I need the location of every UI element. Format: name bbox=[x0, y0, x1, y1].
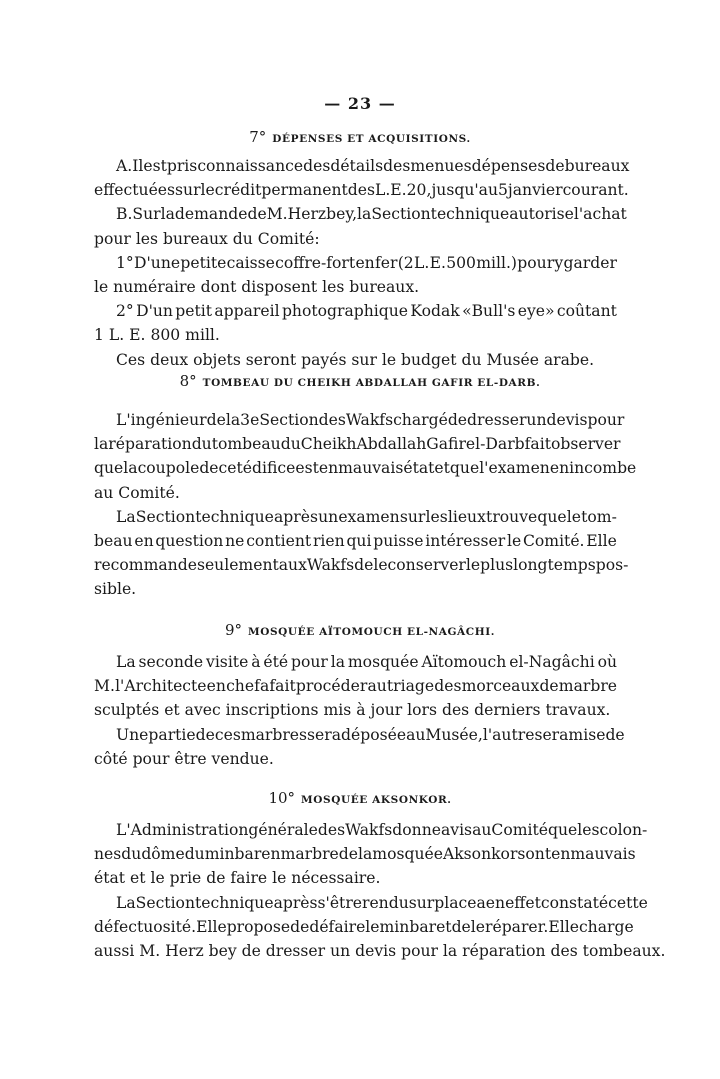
text-line: nes du dôme du minbar en marbre de la mosquée Aksonkor sont en mauvais bbox=[94, 845, 636, 864]
text-line: état et le prie de faire le nécessaire. bbox=[94, 869, 381, 888]
text-line: recommande seulement aux Wakfs de le conserver le plus longtemps pos- bbox=[94, 556, 629, 575]
section-body-10 bbox=[94, 818, 666, 963]
text-line: aussi M. Herz bey de dresser un devis pour la réparation des tombeaux. bbox=[94, 941, 666, 960]
text-line: A. Il est pris connaissance des détails des menues dépenses de bureaux bbox=[116, 157, 630, 175]
section-number: 9° bbox=[224, 621, 242, 639]
section-title: DÉPENSES ET ACQUISITIONS. bbox=[272, 133, 471, 145]
text-line: L'ingénieur de la 3e Section des Wakfs chargé de dresser un devis pour bbox=[116, 411, 625, 429]
text-line: sculptés et avec inscriptions mis à jour lors des derniers travaux. bbox=[94, 701, 611, 720]
text-line: La Section technique après s'être rendu sur place a en effet constaté cette bbox=[116, 893, 648, 912]
text-line: défectuosité. Elle propose de défaire le minbar et de le réparer. Elle charge bbox=[94, 917, 634, 936]
text-line: B. Sur la demande de M. Herz bey, la Section technique autorise l'achat bbox=[116, 205, 627, 224]
section-heading-8 bbox=[0, 372, 720, 392]
text-line: effectuées sur le crédit permanent des L. E. 20, jusqu'au 5 janvier courant. bbox=[94, 181, 629, 200]
text-line: sible. bbox=[94, 580, 137, 599]
section-number: 7° bbox=[249, 128, 267, 146]
text-line: Ces deux objets seront payés sur le budget du Musée arabe. bbox=[116, 350, 595, 369]
section-number: 8° bbox=[179, 372, 197, 390]
text-line: 2° D'un petit appareil photographique Kodak «Bull's eye» coûtant bbox=[116, 302, 617, 321]
text-line: Une partie de ces marbres sera déposée au Musée, l'autre sera mise de bbox=[116, 725, 625, 744]
section-title: MOSQUÉE AKSONKOR. bbox=[301, 794, 452, 806]
text-line: La Section technique après un examen sur les lieux trouve que le tom- bbox=[116, 507, 617, 526]
section-heading-7 bbox=[0, 128, 720, 148]
text-line: pour les bureaux du Comité: bbox=[94, 229, 320, 248]
text-line: M. l'Architecte en chef a fait procéder au triage des morceaux de marbre bbox=[94, 677, 617, 696]
section-body-8 bbox=[94, 408, 637, 602]
page-number: — 23 — bbox=[324, 94, 396, 113]
text-line: 1° D'une petite caisse coffre-fort en fer (2 L. E. 500 mill.) pour y garder bbox=[116, 253, 617, 272]
text-line: beau en question ne contient rien qui puisse intéresser le Comité. Elle bbox=[94, 531, 617, 550]
section-body-7 bbox=[94, 154, 630, 372]
section-body-9 bbox=[94, 650, 625, 771]
text-line: au Comité. bbox=[94, 483, 180, 502]
text-line: 1 L. E. 800 mill. bbox=[94, 326, 220, 345]
section-heading-10 bbox=[0, 789, 720, 809]
text-line: le numéraire dont disposent les bureaux. bbox=[94, 277, 420, 296]
section-title: TOMBEAU DU CHEIKH ABDALLAH GAFIR EL-DARB. bbox=[202, 377, 541, 389]
text-line: L'Administration générale des Wakfs donne avis au Comité que les colon- bbox=[116, 821, 648, 839]
text-line: que la coupole de cet édifice est en mauvais état et que l'examen en incombe bbox=[94, 459, 637, 478]
text-line: côté pour être vendue. bbox=[94, 749, 274, 768]
section-heading-9 bbox=[0, 621, 720, 641]
section-number: 10° bbox=[268, 789, 296, 807]
text-line: La seconde visite à été pour la mosquée Aïtomouch el-Nagâchi où bbox=[116, 653, 617, 671]
text-line: la réparation du tombeau du Cheikh Abdallah Gafir el-Darb fait observer bbox=[94, 435, 621, 454]
section-title: MOSQUÉE AÏTOMOUCH EL-NAGÂCHI. bbox=[248, 626, 496, 638]
